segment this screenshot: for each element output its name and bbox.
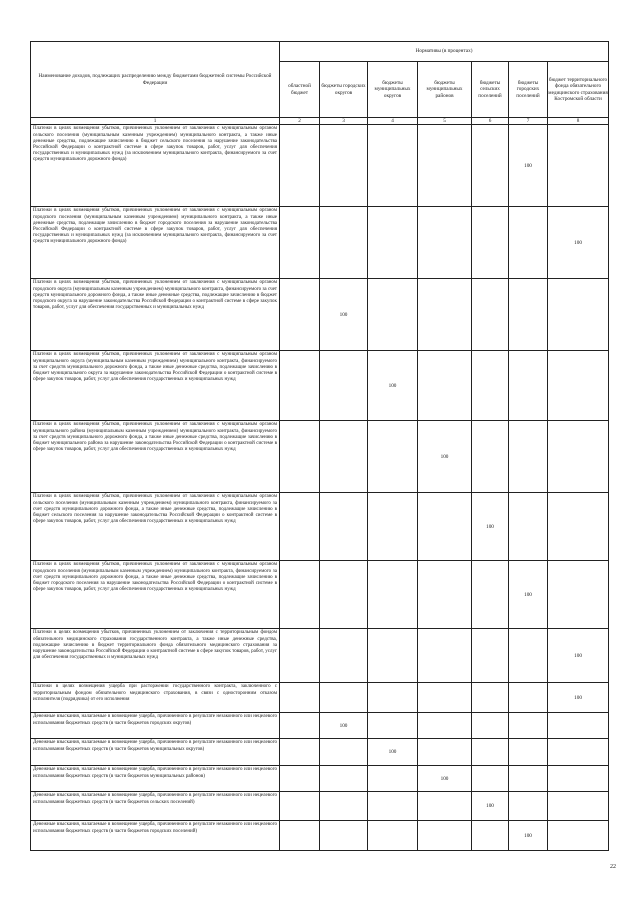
revenue-description: Платежи в целях возмещения убытков, причиненных уклонением от заключения с муниципальным органом муниципального округа (муниципальным казенным учреждением) муниципального контракта, финансируемого за счет средств муниципального дорожного фонда, а также иные денежные средства, подлежащие зачислению в бюджет муниципального округа за нарушение законодательства Российской Федерации о контрактной системе в сфере закупок товаров, работ, услуг для обеспечения государственных и муниципальных нужд bbox=[31, 351, 280, 421]
budget-distribution-sheet bbox=[30, 41, 608, 851]
norm-value: 100 bbox=[509, 125, 548, 207]
revenue-description: Платежи в целях возмещения убытков, причиненных уклонением от заключения с муниципальным органом муниципального района (муниципальным казенным учреждением) муниципального контракта, финансируемого за счет средств муниципального дорожного фонда, а также иные денежные средства, подлежащие зачислению в бюджет муниципального района за нарушение законодательства Российской Федерации о контрактной системе в сфере закупок товаров, работ, услуг для обеспечения государственных и муниципальных нужд bbox=[31, 421, 280, 493]
empty-cell bbox=[472, 561, 509, 629]
table-row bbox=[31, 421, 609, 493]
empty-cell bbox=[548, 739, 609, 766]
empty-cell bbox=[472, 821, 509, 851]
revenue-description: Денежные взыскания, налагаемые в возмещение ущерба, причиненного в результате незаконного или нецелевого использования бюджетных средств (в части бюджетов муниципальных районов) bbox=[31, 766, 280, 792]
empty-cell bbox=[548, 792, 609, 821]
empty-cell bbox=[368, 561, 418, 629]
table-row bbox=[31, 739, 609, 766]
empty-cell bbox=[472, 739, 509, 766]
empty-cell bbox=[368, 683, 418, 713]
empty-cell bbox=[472, 351, 509, 421]
header-column-4: бюджеты муниципальных округов bbox=[368, 62, 418, 118]
empty-cell bbox=[509, 421, 548, 493]
norm-value: 100 bbox=[548, 629, 609, 683]
empty-cell bbox=[280, 421, 320, 493]
column-number: 2 bbox=[280, 118, 320, 125]
empty-cell bbox=[368, 629, 418, 683]
norm-value: 100 bbox=[472, 792, 509, 821]
empty-cell bbox=[509, 713, 548, 739]
empty-cell bbox=[472, 629, 509, 683]
empty-cell bbox=[320, 421, 368, 493]
empty-cell bbox=[320, 792, 368, 821]
table-row bbox=[31, 493, 609, 561]
empty-cell bbox=[472, 713, 509, 739]
column-number: 5 bbox=[418, 118, 472, 125]
column-number: 4 bbox=[368, 118, 418, 125]
empty-cell bbox=[472, 207, 509, 279]
empty-cell bbox=[418, 125, 472, 207]
table-row bbox=[31, 629, 609, 683]
empty-cell bbox=[548, 821, 609, 851]
empty-cell bbox=[548, 125, 609, 207]
empty-cell bbox=[418, 561, 472, 629]
empty-cell bbox=[320, 351, 368, 421]
revenue-description: Платежи в целях возмещения убытков, причиненных уклонением от заключения с муниципальным органом городского округа (муниципальным казенным учреждением) муниципального контракта, финансируемого за счет средств муниципального дорожного фонда, а также иные денежные средства, подлежащие зачислению в бюджет городского округа за нарушение законодательства Российской Федерации о контрактной системе в сфере закупок товаров, работ, услуг для обеспечения государственных и муниципальных нужд bbox=[31, 279, 280, 351]
empty-cell bbox=[368, 766, 418, 792]
norm-value: 100 bbox=[418, 421, 472, 493]
empty-cell bbox=[320, 629, 368, 683]
norm-value: 100 bbox=[368, 351, 418, 421]
revenue-description: Платежи в целях возмещения убытков, причиненных уклонением от заключения с муниципальным органом сельского поселения (муниципальным казенным учреждением) муниципального контракта, финансируемого за счет средств муниципального дорожного фонда, а также иные денежные средства, подлежащие зачислению в бюджет сельского поселения за нарушение законодательства Российской Федерации о контрактной системе в сфере закупок товаров, работ, услуг для обеспечения государственных и муниципальных нужд bbox=[31, 493, 280, 561]
header-column-7: бюджеты городских поселений bbox=[509, 62, 548, 118]
table-row bbox=[31, 821, 609, 851]
empty-cell bbox=[418, 279, 472, 351]
empty-cell bbox=[368, 821, 418, 851]
page-number: 22 bbox=[610, 864, 616, 870]
empty-cell bbox=[418, 713, 472, 739]
empty-cell bbox=[320, 207, 368, 279]
empty-cell bbox=[280, 739, 320, 766]
empty-cell bbox=[509, 279, 548, 351]
table-row bbox=[31, 683, 609, 713]
empty-cell bbox=[280, 493, 320, 561]
empty-cell bbox=[368, 713, 418, 739]
empty-cell bbox=[509, 493, 548, 561]
revenue-description: Денежные взыскания, налагаемые в возмещение ущерба, причиненного в результате незаконного или нецелевого использования бюджетных средств (в части бюджетов городских поселений) bbox=[31, 821, 280, 851]
table-row bbox=[31, 792, 609, 821]
empty-cell bbox=[509, 629, 548, 683]
header-group: Нормативы (в процентах) bbox=[280, 42, 609, 62]
empty-cell bbox=[472, 279, 509, 351]
empty-cell bbox=[280, 766, 320, 792]
header-column-8: бюджет территориального фонда обязательного медицинского страхования Костромской области bbox=[548, 62, 609, 118]
empty-cell bbox=[509, 792, 548, 821]
empty-cell bbox=[320, 561, 368, 629]
column-number: 6 bbox=[472, 118, 509, 125]
empty-cell bbox=[418, 351, 472, 421]
empty-cell bbox=[509, 766, 548, 792]
table-row bbox=[31, 713, 609, 739]
empty-cell bbox=[509, 683, 548, 713]
empty-cell bbox=[280, 713, 320, 739]
empty-cell bbox=[418, 493, 472, 561]
table-row bbox=[31, 125, 609, 207]
table-row bbox=[31, 561, 609, 629]
norm-value: 100 bbox=[548, 207, 609, 279]
revenue-description: Платежи в целях возмещения ущерба при расторжении государственного контракта, заключенного с территориальным фондом обязательного медицинского страхования, в связи с односторонним отказом исполнителя (подрядчика) от его исполнения bbox=[31, 683, 280, 713]
column-number: 7 bbox=[509, 118, 548, 125]
empty-cell bbox=[548, 279, 609, 351]
empty-cell bbox=[320, 125, 368, 207]
empty-cell bbox=[509, 739, 548, 766]
empty-cell bbox=[472, 421, 509, 493]
empty-cell bbox=[368, 493, 418, 561]
empty-cell bbox=[548, 493, 609, 561]
empty-cell bbox=[280, 207, 320, 279]
empty-cell bbox=[509, 351, 548, 421]
empty-cell bbox=[418, 739, 472, 766]
empty-cell bbox=[280, 351, 320, 421]
empty-cell bbox=[548, 561, 609, 629]
empty-cell bbox=[472, 683, 509, 713]
empty-cell bbox=[418, 629, 472, 683]
norm-value: 100 bbox=[509, 821, 548, 851]
header-column-3: бюджеты городских округов bbox=[320, 62, 368, 118]
norm-value: 100 bbox=[472, 493, 509, 561]
table-row bbox=[31, 279, 609, 351]
revenue-description: Денежные взыскания, налагаемые в возмещение ущерба, причиненного в результате незаконного или нецелевого использования бюджетных средств (в части бюджетов сельских поселений) bbox=[31, 792, 280, 821]
empty-cell bbox=[368, 279, 418, 351]
empty-cell bbox=[280, 792, 320, 821]
empty-cell bbox=[368, 207, 418, 279]
empty-cell bbox=[472, 125, 509, 207]
empty-cell bbox=[548, 766, 609, 792]
empty-cell bbox=[320, 493, 368, 561]
header-column-2: областной бюджет bbox=[280, 62, 320, 118]
empty-cell bbox=[368, 792, 418, 821]
revenue-description: Денежные взыскания, налагаемые в возмещение ущерба, причиненного в результате незаконного или нецелевого использования бюджетных средств (в части бюджетов городских округов) bbox=[31, 713, 280, 739]
empty-cell bbox=[320, 821, 368, 851]
empty-cell bbox=[280, 821, 320, 851]
empty-cell bbox=[280, 279, 320, 351]
revenue-description: Платежи в целях возмещения убытков, причиненных уклонением от заключения с муниципальным органом городского поселения (муниципальным казенным учреждением) муниципального контракта, финансируемого за счет средств муниципального дорожного фонда, а также иные денежные средства, подлежащие зачислению в бюджет городского поселения за нарушение законодательства Российской Федерации о контрактной системе в сфере закупок товаров, работ, услуг для обеспечения государственных и муниципальных нужд bbox=[31, 561, 280, 629]
empty-cell bbox=[418, 683, 472, 713]
norm-value: 100 bbox=[509, 561, 548, 629]
revenue-description: Платежи в целях возмещения убытков, причиненных уклонением от заключения с муниципальным органом городского поселения (муниципальным казенным учреждением) муниципального контракта, а также иные денежные средства, подлежащие зачислению в бюджет городского поселения за нарушение законодательства Российской Федерации о контрактной системе в сфере закупок товаров, работ, услуг для обеспечения государственных и муниципальных нужд (за исключением муниципального контракта, финансируемого за счет средств муниципального дорожного фонда) bbox=[31, 207, 280, 279]
empty-cell bbox=[418, 792, 472, 821]
revenue-description: Платежи в целях возмещения убытков, причиненных уклонением от заключения с территориальным фондом обязательного медицинского страхования государственного контракта, а также иные денежные средства, подлежащие зачислению в бюджет территориального фонда обязательного медицинского страхования за нарушение законодательства Российской Федерации о контрактной системе в сфере закупок товаров, работ, услуг для обеспечения государственных и муниципальных нужд bbox=[31, 629, 280, 683]
empty-cell bbox=[280, 125, 320, 207]
column-number: 8 bbox=[548, 118, 609, 125]
revenue-description: Денежные взыскания, налагаемые в возмещение ущерба, причиненного в результате незаконного или нецелевого использования бюджетных средств (в части бюджетов муниципальных округов) bbox=[31, 739, 280, 766]
table-row bbox=[31, 207, 609, 279]
table-row bbox=[31, 766, 609, 792]
header-column-5: бюджеты муниципальных районов bbox=[418, 62, 472, 118]
norm-value: 100 bbox=[368, 739, 418, 766]
empty-cell bbox=[548, 713, 609, 739]
empty-cell bbox=[280, 683, 320, 713]
empty-cell bbox=[320, 766, 368, 792]
empty-cell bbox=[280, 561, 320, 629]
column-number: 3 bbox=[320, 118, 368, 125]
header-name-column: Наименование доходов, подлежащих распределению между бюджетами бюджетной системы Российской Федерации bbox=[31, 42, 280, 118]
empty-cell bbox=[509, 207, 548, 279]
empty-cell bbox=[472, 766, 509, 792]
empty-cell bbox=[368, 125, 418, 207]
norm-value: 100 bbox=[418, 766, 472, 792]
empty-cell bbox=[548, 351, 609, 421]
empty-cell bbox=[320, 683, 368, 713]
table-row bbox=[31, 351, 609, 421]
empty-cell bbox=[548, 421, 609, 493]
revenue-description: Платежи в целях возмещения убытков, причиненных уклонением от заключения с муниципальным органом сельского поселения (муниципальным казенным учреждением) муниципального контракта, а также иные денежные средства, подлежащие зачислению в бюджет сельского поселения за нарушение законодательства Российской Федерации о контрактной системе в сфере закупок товаров, работ, услуг для обеспечения государственных и муниципальных нужд (за исключением муниципального контракта, финансируемого за счет средств муниципального дорожного фонда) bbox=[31, 125, 280, 207]
empty-cell bbox=[418, 821, 472, 851]
norm-value: 100 bbox=[548, 683, 609, 713]
empty-cell bbox=[368, 421, 418, 493]
norm-value: 100 bbox=[320, 713, 368, 739]
empty-cell bbox=[280, 629, 320, 683]
norm-value: 100 bbox=[320, 279, 368, 351]
distribution-table bbox=[30, 41, 609, 851]
column-number: 1 bbox=[31, 118, 280, 125]
header-column-6: бюджеты сельских поселений bbox=[472, 62, 509, 118]
empty-cell bbox=[320, 739, 368, 766]
empty-cell bbox=[418, 207, 472, 279]
